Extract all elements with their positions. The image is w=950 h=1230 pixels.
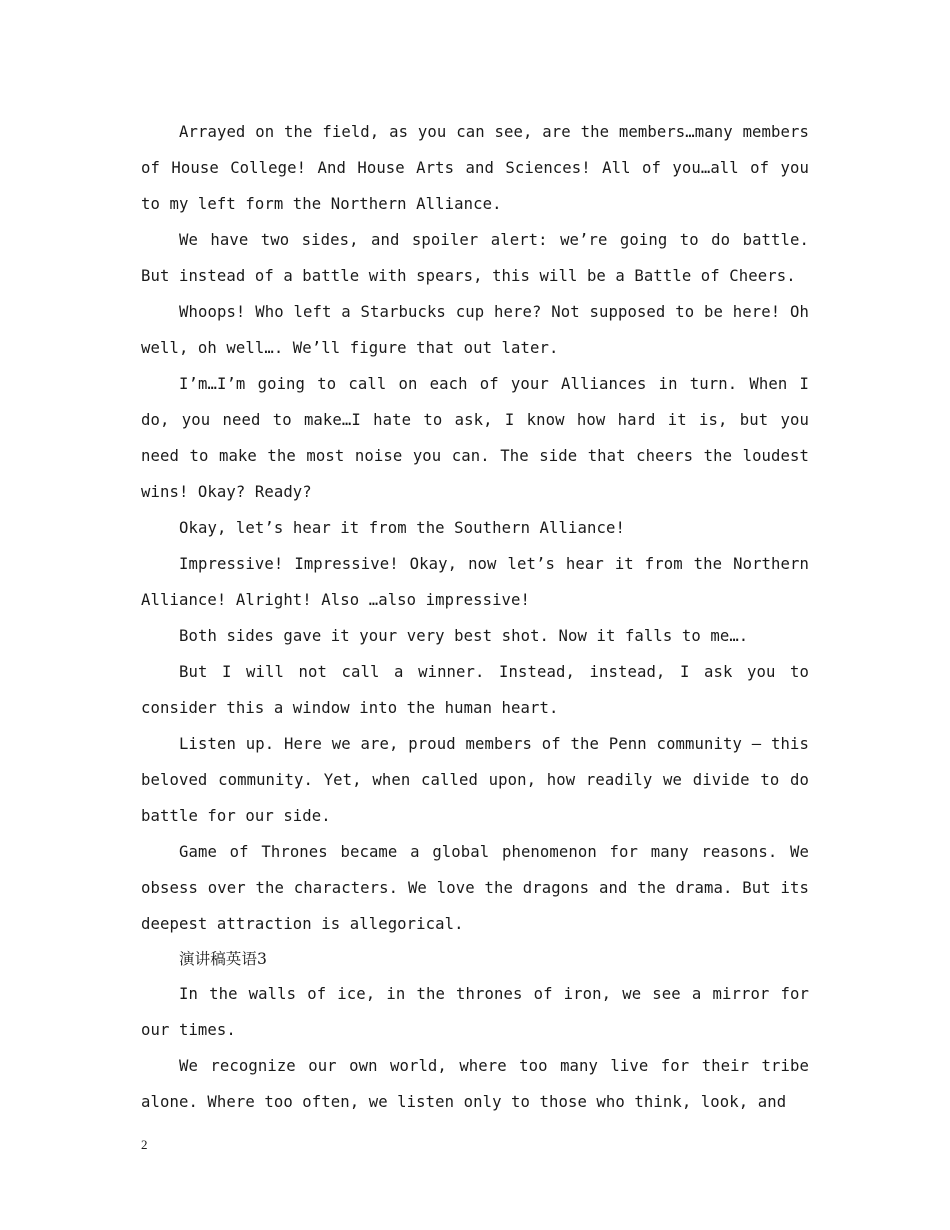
paragraph-9: Listen up. Here we are, proud members of the Penn community – this beloved community. Yet, when called upon, how readily we divide to do battle for our side. (141, 735, 809, 825)
paragraph-11: In the walls of ice, in the thrones of iron, we see a mirror for our times. (141, 985, 809, 1039)
page-number: 2 (141, 1137, 148, 1152)
section-heading: 演讲稿英语3 (179, 950, 267, 968)
paragraph-7: Both sides gave it your very best shot. Now it falls to me…. (179, 627, 749, 645)
paragraph-1: Arrayed on the field, as you can see, are the members…many members of House College! And House Arts and Sciences! All of you…all of you to my left form the Northern Alliance. (141, 123, 809, 213)
paragraph-2: We have two sides, and spoiler alert: we’re going to do battle. But instead of a battle with spears, this will be a Battle of Cheers. (141, 231, 809, 285)
document-body (141, 114, 809, 1120)
paragraph-8: But I will not call a winner. Instead, instead, I ask you to consider this a window into the human heart. (141, 663, 809, 717)
paragraph-3: Whoops! Who left a Starbucks cup here? Not supposed to be here! Oh well, oh well…. We’ll figure that out later. (141, 303, 809, 357)
paragraph-4: I’m…I’m going to call on each of your Alliances in turn. When I do, you need to make…I hate to ask, I know how hard it is, but you need to make the most noise you can. The side that cheers the loudest wins! Okay? Ready? (141, 375, 809, 501)
paragraph-10: Game of Thrones became a global phenomenon for many reasons. We obsess over the characters. We love the dragons and the drama. But its deepest attraction is allegorical. (141, 843, 809, 933)
paragraph-5: Okay, let’s hear it from the Southern Alliance! (179, 519, 625, 537)
paragraph-6: Impressive! Impressive! Okay, now let’s hear it from the Northern Alliance! Alright! Also …also impressive! (141, 555, 809, 609)
paragraph-12: We recognize our own world, where too many live for their tribe alone. Where too often, we listen only to those who think, look, and (141, 1057, 809, 1111)
